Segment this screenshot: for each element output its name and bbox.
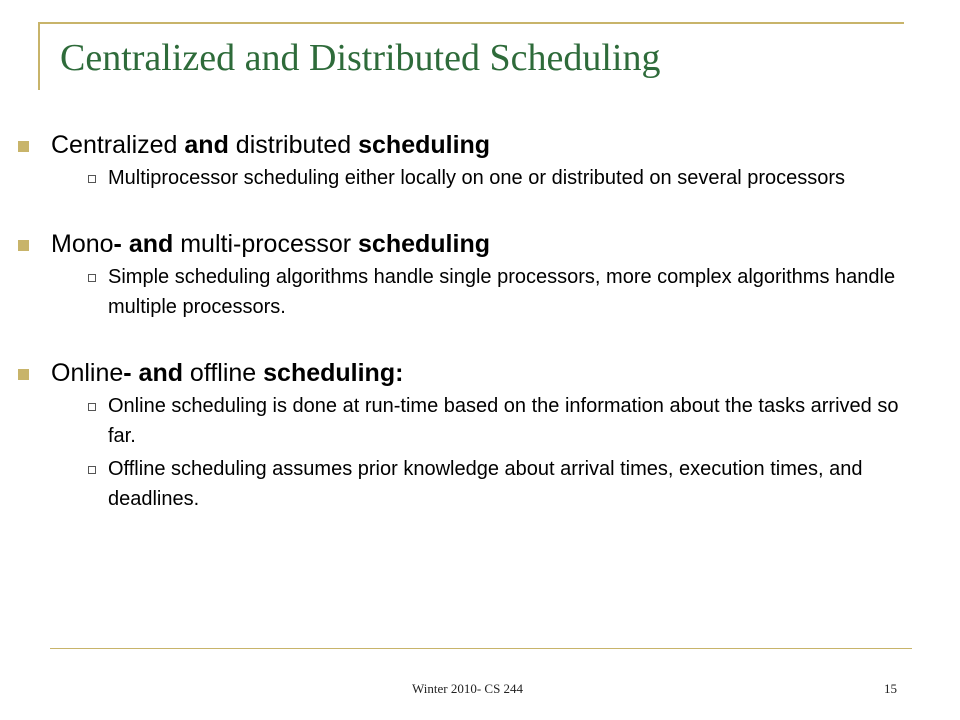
sub-bullet: Simple scheduling algorithms handle single processors, more complex algorithms handle multiple processors.: [88, 262, 928, 322]
sub-bullet: Offline scheduling assumes prior knowledge about arrival times, execution times, and deadlines.: [88, 454, 928, 514]
hollow-square-bullet-icon: [88, 403, 96, 411]
square-bullet-icon: [18, 369, 29, 380]
square-bullet-icon: [18, 141, 29, 152]
hollow-square-bullet-icon: [88, 466, 96, 474]
sub-bullet: Online scheduling is done at run-time based on the information about the tasks arrived so far.: [88, 391, 928, 451]
slide-title: Centralized and Distributed Scheduling: [60, 37, 661, 79]
bullet-centralized: Centralized and distributed scheduling: [18, 130, 928, 160]
footer-rule: [50, 648, 912, 649]
footer-text: Winter 2010- CS 244: [412, 681, 524, 696]
bullet-mono-multi: Mono- and multi-processor scheduling: [18, 229, 928, 259]
page-number: 15: [884, 681, 897, 696]
left-rule: [38, 22, 40, 90]
square-bullet-icon: [18, 240, 29, 251]
slide-body: [18, 130, 928, 514]
hollow-square-bullet-icon: [88, 175, 96, 183]
sub-bullet: Multiprocessor scheduling either locally on one or distributed on several processors: [88, 163, 928, 193]
hollow-square-bullet-icon: [88, 274, 96, 282]
bullet-online-offline: Online- and offline scheduling:: [18, 358, 928, 388]
top-rule: [40, 22, 904, 24]
